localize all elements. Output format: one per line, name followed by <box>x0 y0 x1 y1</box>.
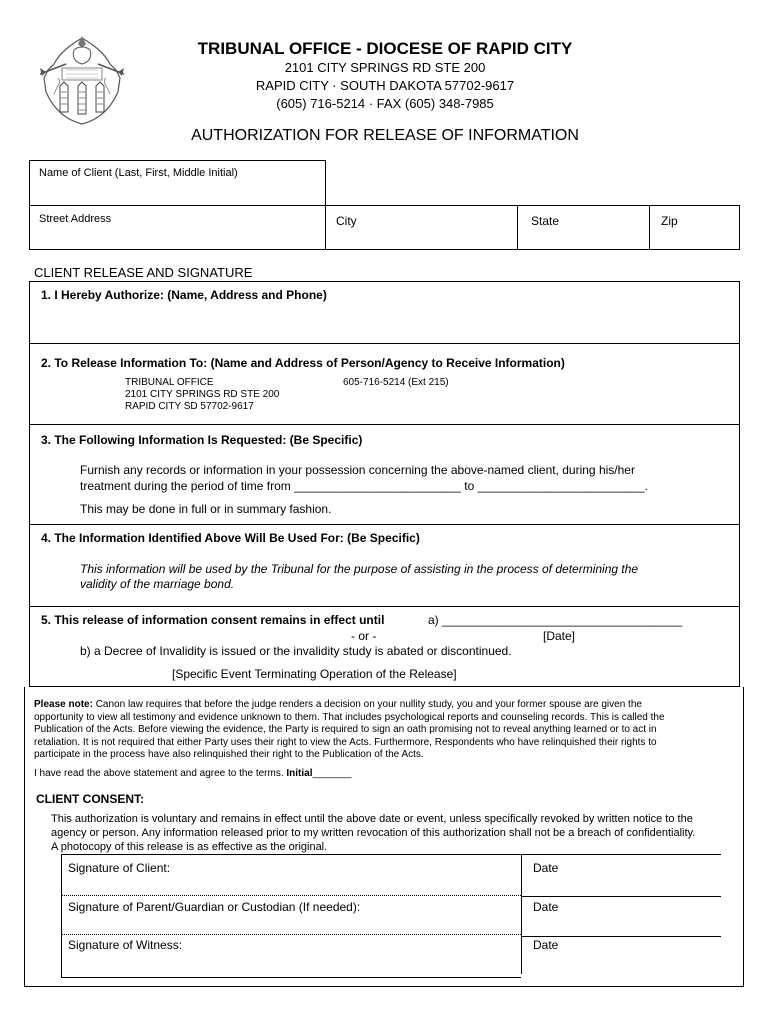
item-3-text-2[interactable]: treatment during the period of time from _________________________ to _________________________. <box>80 479 648 493</box>
item-5-date-label: [Date] <box>543 629 576 643</box>
city-label: City <box>336 214 357 228</box>
recipient-line1: TRIBUNAL OFFICE <box>125 377 214 388</box>
office-phone: (605) 716-5214 · FAX (605) 348-7985 <box>276 96 494 111</box>
item-5-effect: 5. This release of information consent remains in effect until <box>41 613 385 627</box>
initial-label: Initial <box>286 768 313 779</box>
zip-label: Zip <box>661 214 678 228</box>
client-consent-title: CLIENT CONSENT: <box>36 792 144 806</box>
date-witness-field[interactable]: Date <box>533 938 559 952</box>
consent-text: This authorization is voluntary and remains in effect until the above date or event, unless specifically revoked by written notice to the agency or person. Any information released prior to my written revocation of this authorization shall not be a breach of confidentiality. A photocopy of this release is as effective as the original. <box>51 813 696 853</box>
recipient-line2: 2101 CITY SPRINGS RD STE 200 <box>125 389 280 400</box>
agree-statement: I have read the above statement and agree to the terms. Initial_______ <box>34 768 352 779</box>
item-4-text-2: validity of the marriage bond. <box>80 577 235 591</box>
item-5-date-field[interactable]: a) ____________________________________ <box>428 613 683 627</box>
item-4-text-1: This information will be used by the Tribunal for the purpose of assisting in the process of determining the <box>80 562 639 576</box>
item-5-event: [Specific Event Terminating Operation of the Release] <box>172 667 457 681</box>
signature-parent-field[interactable]: Signature of Parent/Guardian or Custodian (If needed): <box>68 900 361 914</box>
recipient-phone: 605-716-5214 (Ext 215) <box>343 377 449 388</box>
item-3-text-3: This may be done in full or in summary fashion. <box>80 502 332 516</box>
item-1-authorize: 1. I Hereby Authorize: (Name, Address and Phone) <box>41 288 327 302</box>
item-3-text-1: Furnish any records or information in your possession concerning the above-named client, during his/her <box>80 463 635 477</box>
item-4-used-for: 4. The Information Identified Above Will Be Used For: (Be Specific) <box>41 531 420 545</box>
client-name-label: Name of Client (Last, First, Middle Initial) <box>39 167 238 179</box>
signature-client-field[interactable]: Signature of Client: <box>68 861 171 875</box>
please-note: Please note: Canon law requires that before the judge renders a decision on your nullity study, you and your former spouse are given the opportunity to view all testimony and evidence unknown to them. That includes psychological reports and counseling records. This is called the Publication of the Acts. Before viewing the evidence, the Party is required to sign an oath promising not to reveal anything learned or to act in retaliation. It is not required that either Party uses their right to view the Acts. Furthermore, Respondents who have relinquished their rights to participate in the process have also relinquished their right to the Publication of the Acts. <box>34 699 665 760</box>
item-5-or: - or - <box>351 629 377 643</box>
initial-field[interactable]: _______ <box>312 768 352 779</box>
office-address-line1: 2101 CITY SPRINGS RD STE 200 <box>284 60 486 75</box>
form-title: AUTHORIZATION FOR RELEASE OF INFORMATION <box>191 127 579 144</box>
item-2-release-to: 2. To Release Information To: (Name and Address of Person/Agency to Receive Information) <box>41 356 565 370</box>
date-parent-field[interactable]: Date <box>533 900 559 914</box>
recipient-line3: RAPID CITY SD 57702-9617 <box>125 401 254 412</box>
office-title: TRIBUNAL OFFICE - DIOCESE OF RAPID CITY <box>197 39 573 58</box>
street-address-label: Street Address <box>39 213 112 225</box>
office-address-line2: RAPID CITY · SOUTH DAKOTA 57702-9617 <box>255 78 515 93</box>
address-row <box>29 205 740 250</box>
item-3-requested: 3. The Following Information Is Requested: (Be Specific) <box>41 433 363 447</box>
state-label: State <box>531 214 560 228</box>
date-client-field[interactable]: Date <box>533 861 559 875</box>
release-section-title: CLIENT RELEASE AND SIGNATURE <box>34 265 253 280</box>
signature-witness-field[interactable]: Signature of Witness: <box>68 938 183 952</box>
please-note-label: Please note: <box>34 699 93 710</box>
item-5-b: b) a Decree of Invalidity is issued or the invalidity study is abated or discontinued. <box>80 644 512 658</box>
